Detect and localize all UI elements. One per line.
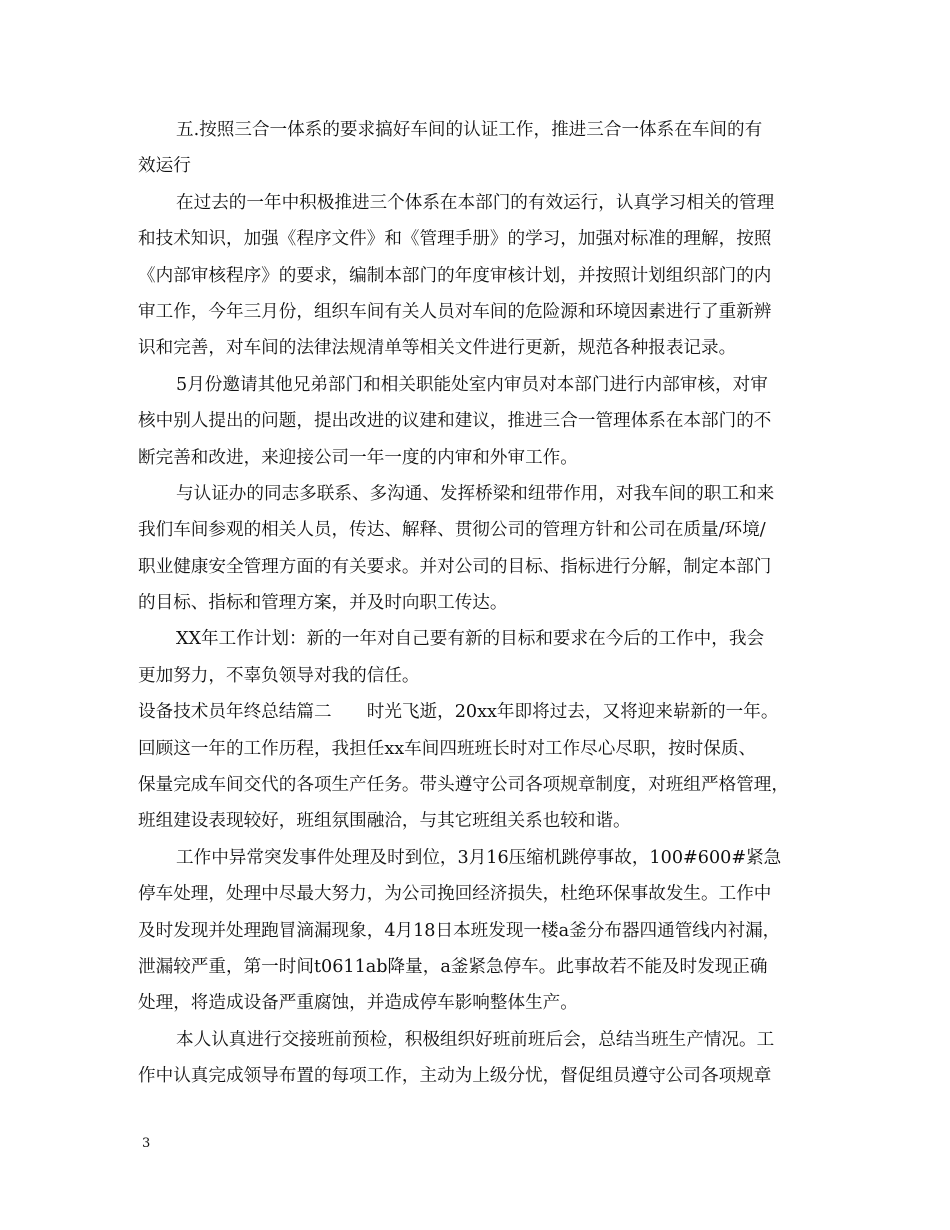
text-line: 审工作，今年三月份，组织车间有关人员对车间的危险源和环境因素进行了重新辨 <box>138 301 772 322</box>
text-line: 我们车间参观的相关人员，传达、解释、贯彻公司的管理方针和公司在质量/环境/ <box>138 520 766 541</box>
text-line: 的目标、指标和管理方案，并及时向职工传达。 <box>138 593 508 614</box>
text-line: 5月份邀请其他兄弟部门和相关职能处室内审员对本部门进行内部审核，对审 <box>176 374 768 395</box>
document-body <box>138 112 818 1095</box>
text-line: 职业健康安全管理方面的有关要求。并对公司的目标、指标进行分解，制定本部门 <box>138 556 772 577</box>
text-line: 班组建设表现较好，班组氛围融洽，与其它班组关系也较和谐。 <box>138 811 631 832</box>
text-line: 五.按照三合一体系的要求搞好车间的认证工作，推进三合一体系在车间的有 <box>176 120 763 140</box>
text-line: 保量完成车间交代的各项生产任务。带头遵守公司各项规章制度，对班组严格管理， <box>138 775 789 796</box>
text-line: 核中别人提出的问题，提出改进的议建和建议，推进三合一管理体系在本部门的不 <box>138 411 772 432</box>
text-line: 工作中异常突发事件处理及时到位，3月16压缩机跳停事故，100#600#紧急 <box>176 847 782 868</box>
text-line: 处理，将造成设备严重腐蚀，并造成停车影响整体生产。 <box>138 993 578 1014</box>
text-line: 《内部审核程序》的要求，编制本部门的年度审核计划，并按照计划组织部门的内 <box>138 265 772 286</box>
text-line: 和技术知识，加强《程序文件》和《管理手册》的学习，加强对标准的理解，按照 <box>138 229 772 250</box>
text-line: 本人认真进行交接班前预检，积极组织好班前班后会，总结当班生产情况。工 <box>176 1029 775 1050</box>
text-line: 更加努力，不辜负领导对我的信任。 <box>138 665 420 686</box>
text-line: XX年工作计划：新的一年对自己要有新的目标和要求在今后的工作中，我会 <box>176 629 765 650</box>
text-line: 作中认真完成领导布置的每项工作，主动为上级分忧，督促组员遵守公司各项规章 <box>138 1066 772 1087</box>
text-line: 泄漏较严重，第一时间t0611ab降量，a釜紧急停车。此事故若不能及时发现正确 <box>138 956 768 977</box>
text-line: 回顾这一年的工作历程，我担任xx车间四班班长时对工作尽心尽职，按时保质、 <box>138 738 757 759</box>
text-line: 断完善和改进，来迎接公司一年一度的内审和外审工作。 <box>138 447 578 468</box>
text-line: 识和完善，对车间的法律法规清单等相关文件进行更新，规范各种报表记录。 <box>138 338 737 359</box>
text-line: 效运行 <box>138 156 191 177</box>
page-number: 3 <box>142 1136 151 1151</box>
text-line: 在过去的一年中积极推进三个体系在本部门的有效运行，认真学习相关的管理 <box>176 192 775 213</box>
text-line: 设备技术员年终总结篇二 时光飞逝，20xx年即将过去，又将迎来崭新的一年。 <box>138 702 779 723</box>
text-line: 及时发现并处理跑冒滴漏现象，4月18日本班发现一楼a釜分布器四通管线内衬漏， <box>138 920 781 941</box>
text-line: 停车处理，处理中尽最大努力，为公司挽回经济损失，杜绝环保事故发生。工作中 <box>138 884 772 905</box>
text-line: 与认证办的同志多联系、多沟通、发挥桥梁和纽带作用，对我车间的职工和来 <box>176 483 775 504</box>
